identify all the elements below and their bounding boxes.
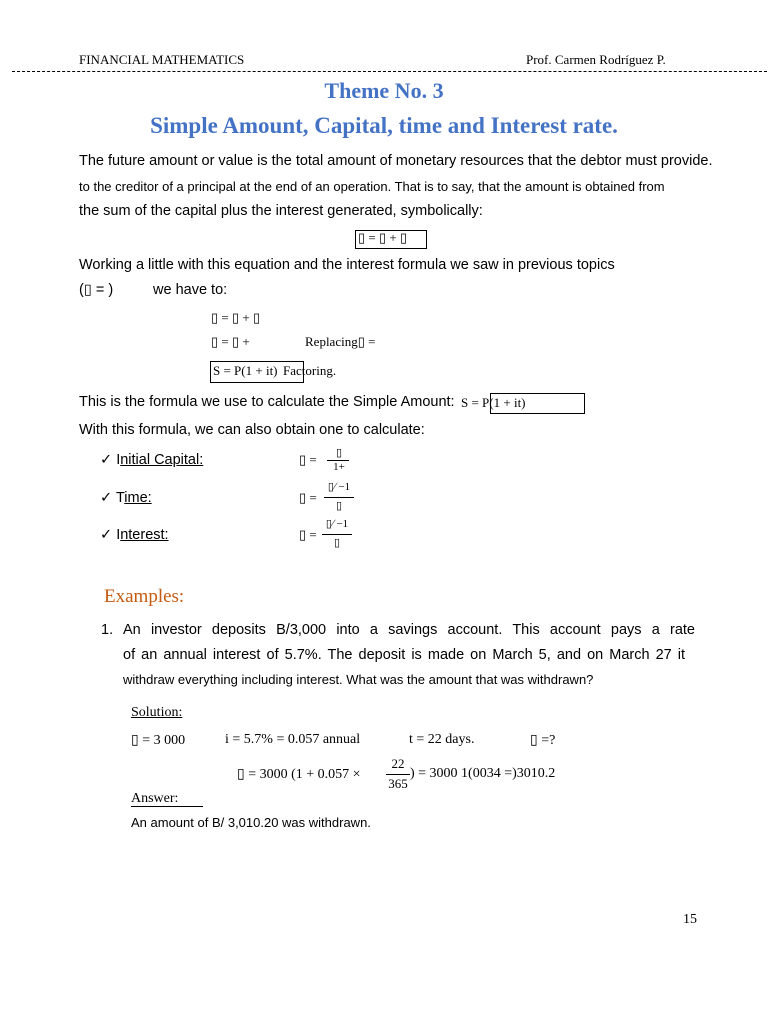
- interest-numerator: ▯∕ −1: [325, 518, 349, 530]
- theme-title: Theme No. 3: [324, 78, 444, 103]
- examples-heading: Examples:: [104, 586, 185, 607]
- solution-rate: i = 5.7% = 0.057 annual: [225, 732, 361, 747]
- list-item-initial-capital: ✓ Initial Capital:: [100, 452, 204, 468]
- time-lhs: ▯ =: [299, 490, 317, 505]
- example-line-1: An investor deposits B/3,000 into a savings account. This account pays a rate: [123, 622, 695, 638]
- time-numerator: ▯∕ −1: [327, 481, 351, 493]
- interest-lhs: ▯ =: [299, 527, 317, 542]
- obtain-line: With this formula, we can also obtain one to calculate:: [79, 422, 425, 438]
- calc-frac-denominator: 365: [388, 776, 408, 791]
- replacing-text: Replacing▯ =: [305, 334, 376, 349]
- capital-denominator: 1+: [333, 461, 345, 473]
- time-fraction-bar: [324, 497, 354, 498]
- working-line: Working a little with this equation and the interest formula we saw in previous topics: [79, 257, 615, 273]
- answer-label: Answer:: [131, 791, 179, 806]
- intro-line-2: to the creditor of a principal at the end of an operation. That is to say, that the amount is obtained from: [79, 179, 665, 194]
- simple-amount-formula: S = P(1 + it): [213, 363, 278, 378]
- factoring-text: Factoring.: [283, 363, 337, 378]
- intro-line-1: The future amount or value is the total amount of monetary resources that the debtor must provide.: [79, 153, 713, 169]
- formula-inline: S = P(1 + it): [461, 395, 526, 410]
- list-item-interest: ✓ Interest:: [100, 527, 169, 543]
- capital-lhs: ▯ =: [299, 452, 317, 467]
- interest-formula-paren: (▯ = ): [79, 282, 114, 298]
- header-divider: [12, 71, 767, 72]
- answer-underline: [131, 806, 203, 807]
- solution-unknown: ▯ =?: [530, 733, 556, 748]
- derivation-line-2: ▯ = ▯ +: [211, 334, 250, 349]
- capital-numerator: ▯: [335, 447, 343, 459]
- check-icon: ✓: [100, 452, 113, 468]
- list-item-time: ✓ Time:: [100, 490, 152, 506]
- example-number: 1.: [101, 622, 114, 638]
- solution-time: t = 22 days.: [409, 732, 475, 747]
- example-line-3: withdraw everything including interest. What was the amount that was withdrawn?: [123, 672, 594, 687]
- intro-line-3: the sum of the capital plus the interest generated, symbolically:: [79, 203, 483, 219]
- example-line-2: of an annual interest of 5.7%. The deposit is made on March 5, and on March 27 it: [123, 647, 685, 663]
- calc-right: ) = 3000 1(0034 =)3010.2: [410, 766, 556, 781]
- have-to-text: we have to:: [153, 282, 228, 298]
- calc-frac-numerator: 22: [391, 756, 405, 771]
- check-icon: ✓: [100, 490, 113, 506]
- header-right: Prof. Carmen Rodríguez P.: [526, 52, 666, 67]
- section-title: Simple Amount, Capital, time and Interest rate.: [150, 113, 618, 138]
- interest-denominator: ▯: [333, 537, 341, 549]
- solution-principal: ▯ = 3 000: [131, 733, 186, 748]
- formula-line: This is the formula we use to calculate the Simple Amount:: [79, 394, 455, 410]
- calc-left: ▯ = 3000 (1 + 0.057 ×: [237, 767, 361, 782]
- interest-fraction-bar: [322, 534, 352, 535]
- answer-text: An amount of B/ 3,010.20 was withdrawn.: [131, 815, 371, 830]
- calc-fraction-bar: [386, 774, 410, 775]
- check-icon: ✓: [100, 527, 113, 543]
- derivation-line-1: ▯ = ▯ + ▯: [211, 310, 261, 325]
- time-denominator: ▯: [335, 500, 343, 512]
- solution-label: Solution:: [131, 705, 183, 720]
- header-left: FINANCIAL MATHEMATICS: [79, 52, 245, 67]
- page-number: 15: [683, 912, 697, 927]
- equation-text: ▯ = ▯ + ▯: [358, 230, 408, 245]
